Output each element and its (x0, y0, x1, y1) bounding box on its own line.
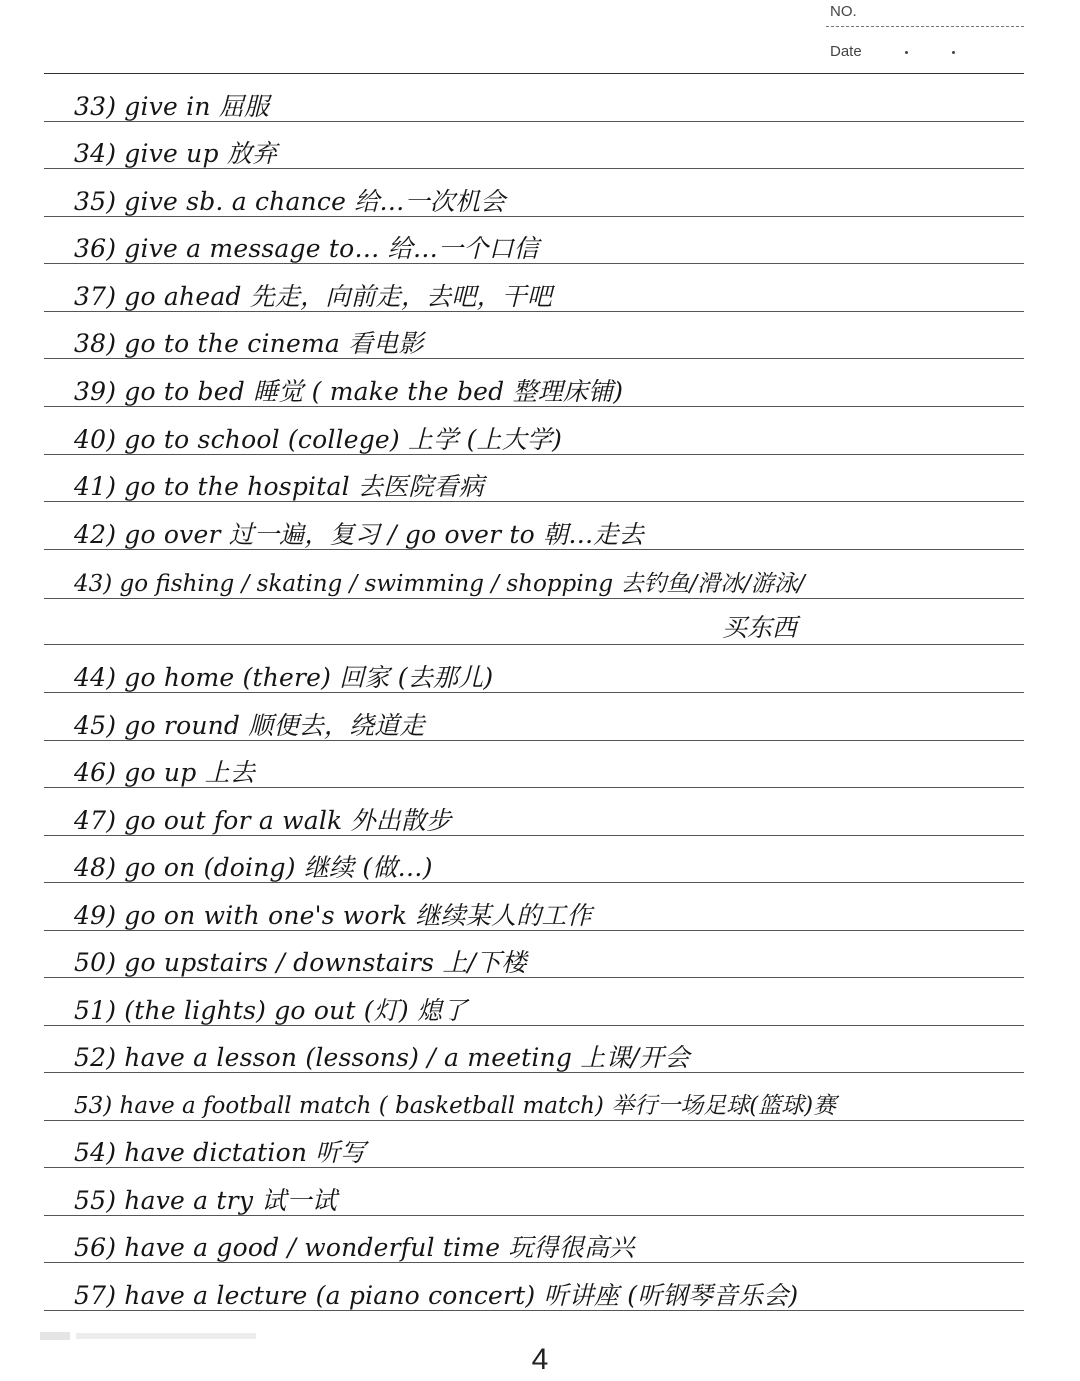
ruled-line (44, 644, 1024, 645)
phrase-entry: 43) go fishing / skating / swimming / shopping 去钓鱼/滑冰/游泳/ (74, 571, 805, 597)
faded-stamp-mark (40, 1328, 260, 1344)
phrase-entry: 46) go up 上去 (74, 758, 255, 787)
phrase-entry: 39) go to bed 睡觉 ( make the bed 整理床铺) (74, 377, 624, 406)
phrase-entry: 36) give a message to… 给…一个口信 (74, 234, 539, 263)
phrase-entry: 56) have a good / wonderful time 玩得很高兴 (74, 1233, 635, 1262)
page-number: 4 (531, 1343, 549, 1376)
date-label: Date (830, 43, 862, 60)
phrase-entry: 47) go out for a walk 外出散步 (74, 806, 452, 835)
phrase-entry: 42) go over 过一遍，复习 / go over to 朝…走去 (74, 520, 644, 549)
phrase-entry: 52) have a lesson (lessons) / a meeting 上课/开会 (74, 1043, 690, 1072)
phrase-entry: 34) give up 放弃 (74, 139, 278, 168)
phrase-entry: 53) have a football match ( basketball match) 举行一场足球(篮球)赛 (74, 1093, 837, 1119)
phrase-entry: 50) go upstairs / downstairs 上/下楼 (74, 948, 527, 977)
phrase-entry: 57) have a lecture (a piano concert) 听讲座 (听钢琴音乐会) (74, 1281, 799, 1310)
phrase-entry: 45) go round 顺便去，绕道走 (74, 711, 425, 740)
phrase-entry: 44) go home (there) 回家 (去那儿) (74, 663, 494, 692)
phrase-entry: 40) go to school (college) 上学 (上大学) (74, 425, 563, 454)
phrase-entry: 37) go ahead 先走，向前走，去吧，干吧 (74, 282, 553, 311)
no-label: NO. (830, 3, 857, 20)
phrase-entry: 35) give sb. a chance 给…一次机会 (74, 187, 506, 216)
phrase-entry: 54) have dictation 听写 (74, 1138, 366, 1167)
phrase-entry: 48) go on (doing) 继续 (做…) (74, 853, 433, 882)
phrase-entry: 49) go on with one's work 继续某人的工作 (74, 901, 592, 930)
phrase-entry-continuation: 买东西 (722, 613, 798, 642)
phrase-entry: 41) go to the hospital 去医院看病 (74, 472, 484, 501)
phrase-entry: 38) go to the cinema 看电影 (74, 329, 424, 358)
phrase-entry: 55) have a try 试一试 (74, 1186, 337, 1215)
phrase-entry: 33) give in 屈服 (74, 92, 270, 121)
phrase-entry: 51) (the lights) go out (灯) 熄了 (74, 996, 468, 1025)
